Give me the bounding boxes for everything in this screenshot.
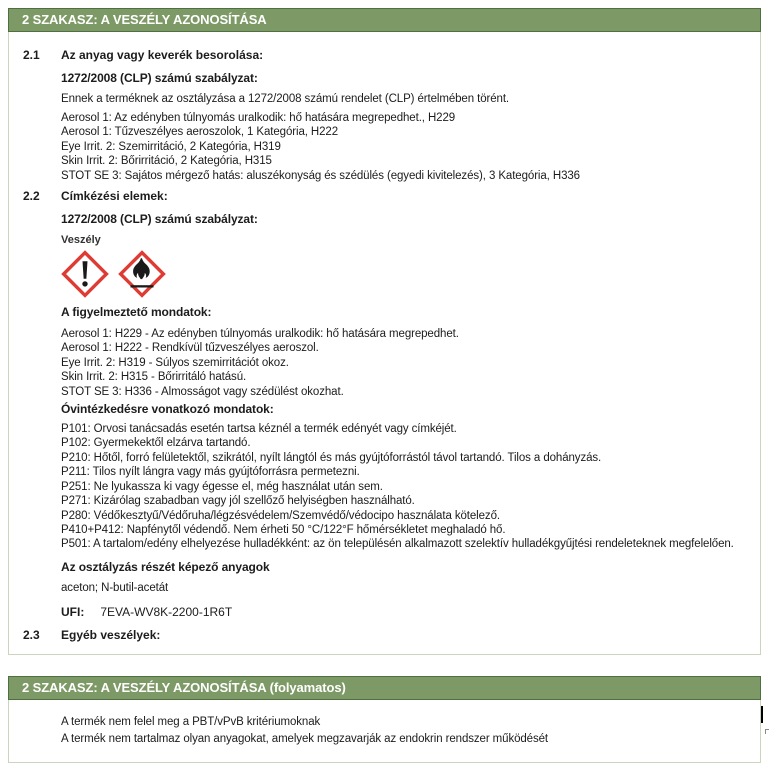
precaution-statement-line: P271: Kizárólag szabadban vagy jól szellőző helyiségben használható.	[61, 495, 415, 508]
precaution-statements-heading: Óvintézkedésre vonatkozó mondatok:	[61, 402, 274, 417]
ghs07-exclamation-mark-pictogram-icon	[61, 250, 109, 298]
classification-line: Aerosol 1: Tűzveszélyes aeroszolok, 1 Kategória, H222	[61, 126, 339, 139]
ufi-value: 7EVA-WV8K-2200-1R6T	[100, 605, 233, 620]
precaution-statement-line: P501: A tartalom/edény elhelyezése hulladékként: az ön településén alkalmazott szelektív hulladékgyűjtési rendeleteknek megfelelően.	[61, 538, 734, 551]
clp-regulation-heading-2: 1272/2008 (CLP) számú szabályzat:	[61, 212, 258, 227]
subsection-2-1-title: Az anyag vagy keverék besorolása:	[61, 48, 264, 62]
subsection-2-2-content	[61, 212, 744, 619]
subsection-2-1-row	[9, 48, 750, 62]
pbt-vpvb-statement: A termék nem felel meg a PBT/vPvB kritériumoknak	[61, 716, 321, 729]
precaution-statement-line: P101: Orvosi tanácsadás esetén tartsa kéznél a termék edényét vagy címkéjét.	[61, 423, 457, 436]
section-2-body	[8, 32, 761, 655]
subsection-2-2-number: 2.2	[23, 189, 40, 204]
classification-list	[61, 111, 744, 183]
classification-line: Eye Irrit. 2: Szemirritáció, 2 Kategória, H319	[61, 140, 281, 153]
classification-intro: Ennek a terméknek az osztályzása a 1272/2008 számú rendelet (CLP) értelmében törént.	[61, 93, 510, 105]
subsection-2-3-row	[9, 628, 750, 642]
hazard-statement-line: Skin Irrit. 2: H315 - Bőrirritáló hatású.	[61, 371, 247, 384]
section-2-continued-body	[8, 700, 761, 763]
classification-line: Aerosol 1: Az edényben túlnyomás uralkodik: hő hatására megrepedhet., H229	[61, 112, 456, 124]
signal-word: Veszély	[61, 234, 101, 247]
hazard-statement-line: Aerosol 1: H222 - Rendkívül tűzveszélyes aeroszol.	[61, 342, 319, 355]
precaution-statement-line: P251: Ne lyukassza ki vagy égesse el, még használat után sem.	[61, 480, 383, 493]
hazard-statement-line: STOT SE 3: H336 - Almosságot vagy szédülést okozhat.	[61, 385, 344, 398]
precaution-statement-line: P210: Hőtől, forró felületektől, szikrától, nyílt lángtól és más gyújtóforrástól távol tartandó. Tilos a dohányzás.	[61, 451, 602, 464]
endocrine-disruptor-statement: A termék nem tartalmaz olyan anyagokat, amelyek megzavarják az endokrin rendszer működését	[61, 733, 549, 746]
ufi-label: UFI:	[61, 605, 85, 620]
section-2-continued-header-title: 2 SZAKASZ: A VESZÉLY AZONOSÍTÁSA (folyamatos)	[22, 680, 346, 696]
section-2-header-title: 2 SZAKASZ: A VESZÉLY AZONOSÍTÁSA	[22, 12, 267, 27]
classification-components-value: aceton; N-butil-acetát	[61, 581, 169, 594]
page-edge-artifact-mark	[765, 729, 769, 734]
precaution-statement-line: P280: Védőkesztyű/Védőruha/légzésvédelem/Szemvédő/védocipo használata kötelező.	[61, 509, 500, 522]
ufi-row	[61, 605, 744, 619]
hazard-statements-list	[61, 327, 744, 399]
clp-regulation-heading-1: 1272/2008 (CLP) számú szabályzat:	[61, 71, 258, 85]
precaution-statement-line: P410+P412: Napfénytől védendő. Nem érheti 50 °C/122°F hőmérsékletet meghaladó hő.	[61, 523, 506, 536]
section-2-header-bar	[8, 8, 761, 32]
subsection-2-1-content	[61, 71, 744, 183]
precaution-statements-list	[61, 422, 744, 552]
precaution-statement-line: P102: Gyermekektől elzárva tartandó.	[61, 437, 251, 450]
precaution-statement-line: P211: Tilos nyílt lángra vagy más gyújtóforrásra permetezni.	[61, 466, 360, 479]
hazard-statements-heading: A figyelmeztető mondatok:	[61, 305, 212, 320]
hazard-statement-line: Eye Irrit. 2: H319 - Súlyos szemirritációt okoz.	[61, 356, 289, 369]
ghs-pictogram-row	[61, 250, 744, 298]
page-edge-artifact-line	[761, 706, 763, 723]
hazard-statement-line: Aerosol 1: H229 - Az edényben túlnyomás uralkodik: hő hatására megrepedhet.	[61, 328, 459, 341]
classification-components-heading: Az osztályzás részét képező anyagok	[61, 559, 270, 574]
classification-line: Skin Irrit. 2: Bőrirritáció, 2 Kategória, H315	[61, 155, 272, 168]
subsection-2-3-number: 2.3	[23, 628, 40, 643]
ghs02-flame-pictogram-icon	[118, 250, 166, 298]
other-hazards-content	[61, 714, 744, 748]
subsection-2-2-row	[9, 189, 750, 203]
classification-line: STOT SE 3: Sajátos mérgező hatás: aluszékonyság és szédülés (egyedi kivitelezés), 3 Kategória, H336	[61, 169, 580, 182]
subsection-2-2-title: Címkézési elemek:	[61, 189, 168, 204]
section-gap	[0, 655, 769, 676]
subsection-2-3-title: Egyéb veszélyek:	[61, 628, 161, 643]
section-2-continued-header-bar	[8, 676, 761, 700]
subsection-2-1-number: 2.1	[23, 48, 40, 62]
